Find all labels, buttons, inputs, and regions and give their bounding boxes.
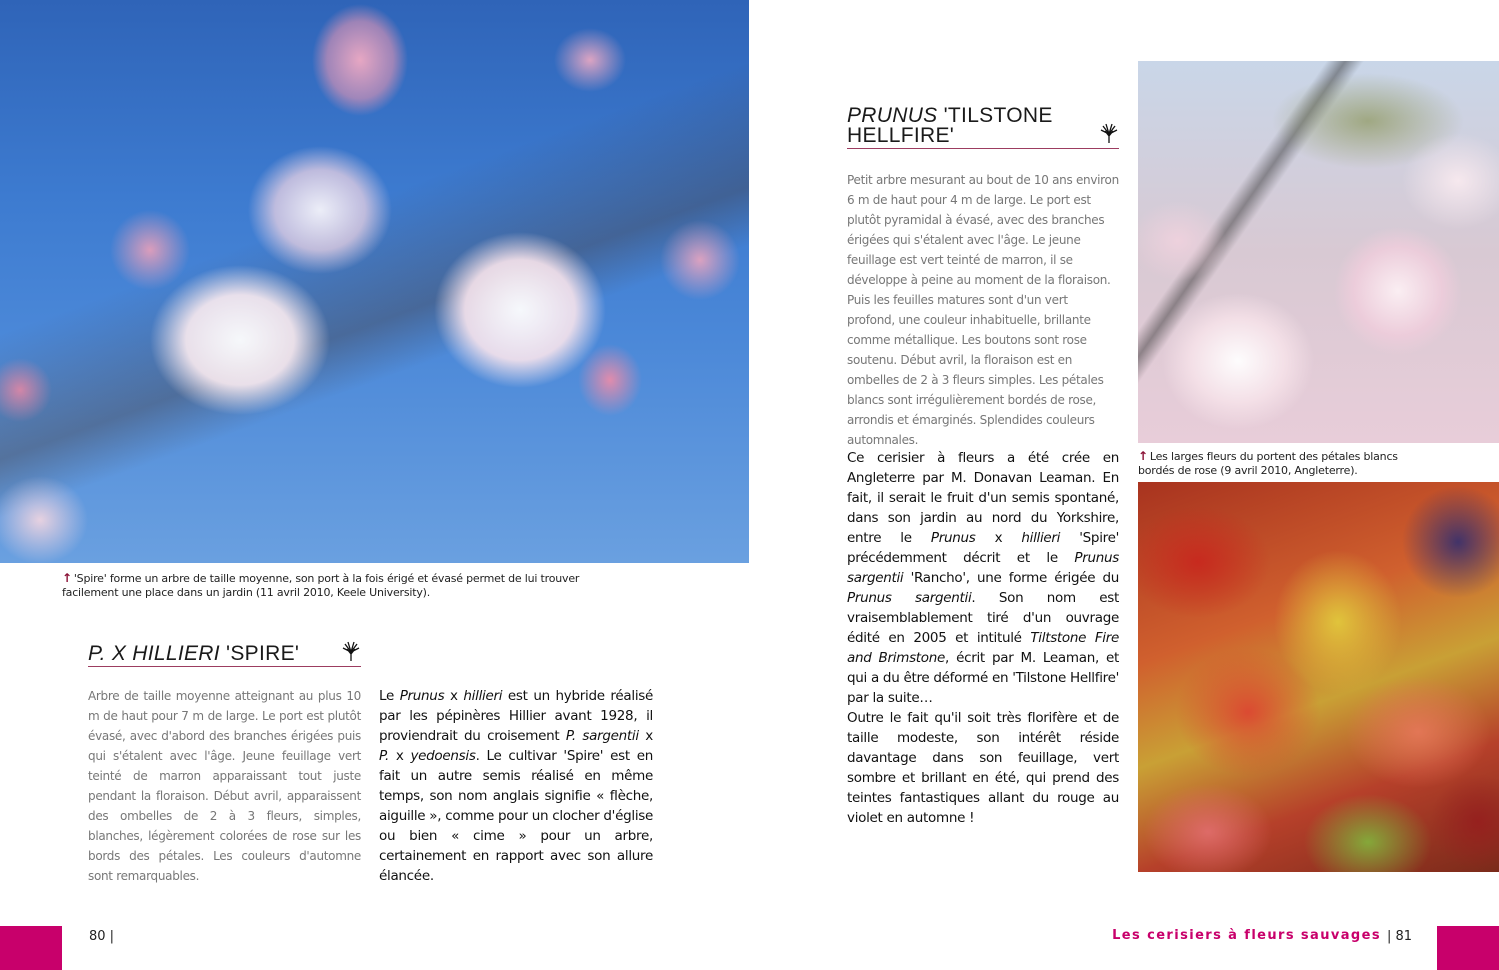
footer-color-block-left xyxy=(0,926,62,970)
body-spire: Le Prunus x hillieri est un hybride réalisé par les pépinères Hillier avant 1928, il proviendrait du croisement P. sargentii x P. x yedoensis. Le cultivar 'Spire' est en fait un autre semis réalisé en même temps, son nom anglais signifie « flèche, aiguille », comme pour un clocher d'église ou bien « cime » pour un arbre, certainement en rapport avec son allure élancée. xyxy=(379,688,654,884)
page-number-right: | 81 xyxy=(1387,929,1413,944)
up-arrow-icon: ↑ xyxy=(62,571,72,585)
body-tilstone: Ce cerisier à fleurs a été crée en Angleterre par M. Donavan Leaman. En fait, il serait le fruit d'un semis spontané, dans son jardin au nord du Yorkshire, entre le Prunus x hillieri 'Spire' précédemment décrit et le Prunus sargentii 'Rancho', une forme érigée du Prunus sargentii. Son nom est vraisemblablement tiré d'un ouvrage édité en 2005 et intitulé Tiltstone Fire and Brimstone, écrit par M. Leaman, et qui a du être déformé en 'Tilstone Hellfire' par la suite… Outre le fait qu'il soit très florifère et de taille modeste, son intérêt réside davantage dans son feuillage, vert sombre et brillant en été, qui prend des teintes fantastiques allant du rouge au violet en automne ! xyxy=(847,450,1120,826)
running-title: Les cerisiers à fleurs sauvages xyxy=(1112,928,1381,943)
heading-tilstone-hellfire: PRUNUS 'TILSTONE HELLFIRE' xyxy=(847,106,1119,149)
photo-autumn-foliage xyxy=(1138,482,1499,872)
description-tilstone: Petit arbre mesurant au bout de 10 ans environ 6 m de haut pour 4 m de large. Le port est plutôt pyramidal à évasé, avec des branches érigées qui s'étalent avec l'âge. Le jeune feuillage est vert teinté de marron, il se développe à peine au moment de la floraison. Puis les feuilles matures sont d'un vert profond, une couleur inhabituelle, brillante comme métallique. Les boutons sont rose soutenu. Début avril, la floraison est en ombelles de 2 à 3 fleurs simples. Les pétales blancs sont irrégulièrement bordés de rose, arrondis et émarginés. Splendides couleurs automnales. xyxy=(847,173,1119,447)
tree-icon xyxy=(341,640,361,662)
caption-spire: ↑ 'Spire' forme un arbre de taille moyenne, son port à la fois érigé et évasé permet de lui trouver facilement une place dans un jardin (11 avril 2010, Keele University). xyxy=(62,571,580,599)
photo-spire-blossoms xyxy=(0,0,749,563)
caption-tilstone: ↑ Les larges fleurs du portent des pétales blancs bordés de rose (9 avril 2010, Angleterre). xyxy=(1138,449,1398,477)
description-spire: Arbre de taille moyenne atteignant au plus 10 m de haut pour 7 m de large. Le port est plutôt évasé, avec d'abord des branches érigées puis qui s'étalent avec l'âge. Jeune feuillage vert teinté de marron apparaissant tout juste pendant la floraison. Début avril, apparaissent des ombelles de 2 à 3 fleurs, simples, blanches, légèrement colorées de rose sur les bords des pétales. Les couleurs d'automne sont remarquables. xyxy=(88,689,361,883)
page-number-left: 80 | xyxy=(89,929,115,944)
photo-tilstone-blossoms xyxy=(1138,61,1499,443)
tree-icon xyxy=(1099,122,1119,144)
heading-hillieri-spire: P. X HILLIERI 'SPIRE' xyxy=(88,642,361,667)
footer-color-block-right xyxy=(1437,926,1499,970)
up-arrow-icon: ↑ xyxy=(1138,449,1148,463)
